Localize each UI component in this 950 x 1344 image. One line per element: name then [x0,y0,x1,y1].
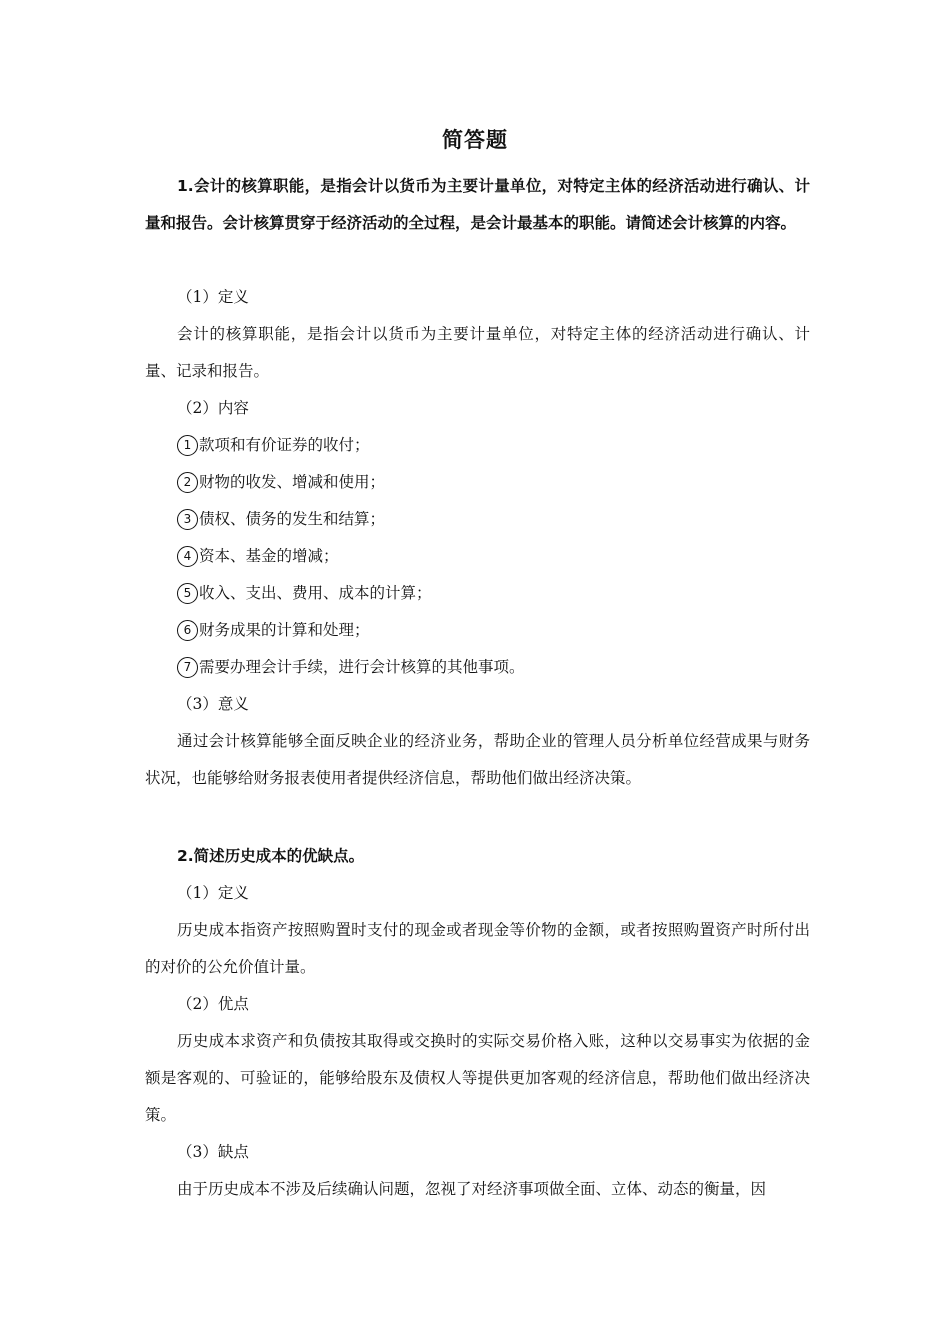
question-2-block [145,838,810,1208]
circled-number: 2 [177,472,198,493]
page-title: 简答题 [442,128,508,152]
question-1-block [145,168,810,242]
list-item: 6 财务成果的计算和处理； [145,612,810,649]
question-1-answer [145,279,810,797]
q1-section-1-heading: （1）定义 [177,288,249,306]
q2-section-1-text: 历史成本指资产按照购置时支付的现金或者现金等价物的金额，或者按照购置资产时所付出的对价的公允价值计量。 [145,921,810,976]
q2-section-1-heading: （1）定义 [177,884,249,902]
q2-section-3-heading: （3）缺点 [177,1143,249,1161]
circled-number: 7 [177,657,198,678]
q2-section-2-heading: （2）优点 [177,995,249,1013]
circled-number: 5 [177,583,198,604]
circled-number: 1 [177,435,198,456]
q1-section-2-heading: （2）内容 [177,399,249,417]
q1-section-3-text: 通过会计核算能够全面反映企业的经济业务，帮助企业的管理人员分析单位经营成果与财务状况，也能够给财务报表使用者提供经济信息，帮助他们做出经济决策。 [145,732,810,787]
circled-number: 6 [177,620,198,641]
q2-section-2-text: 历史成本求资产和负债按其取得或交换时的实际交易价格入账，这种以交易事实为依据的金额是客观的、可验证的，能够给股东及债权人等提供更加客观的经济信息，帮助他们做出经济决策。 [145,1032,810,1124]
q1-section-3-heading: （3）意义 [177,695,249,713]
circled-number: 3 [177,509,198,530]
q1-section-1-text: 会计的核算职能，是指会计以货币为主要计量单位，对特定主体的经济活动进行确认、计量、记录和报告。 [145,325,810,380]
circled-number: 4 [177,546,198,567]
list-item: 3 债权、债务的发生和结算； [145,501,810,538]
list-item: 5 收入、支出、费用、成本的计算； [145,575,810,612]
question-2-text: 2.简述历史成本的优缺点。 [177,847,365,865]
question-1-text: 1.会计的核算职能，是指会计以货币为主要计量单位，对特定主体的经济活动进行确认、计量和报告。会计核算贯穿于经济活动的全过程，是会计最基本的职能。请简述会计核算的内容。 [145,177,810,232]
q2-section-3-text: 由于历史成本不涉及后续确认问题，忽视了对经济事项做全面、立体、动态的衡量，因 [177,1180,767,1198]
list-item: 7 需要办理会计手续，进行会计核算的其他事项。 [145,649,810,686]
list-item: 4 资本、基金的增减； [145,538,810,575]
list-item: 2 财物的收发、增减和使用； [145,464,810,501]
list-item: 1 款项和有价证券的收付； [145,427,810,464]
